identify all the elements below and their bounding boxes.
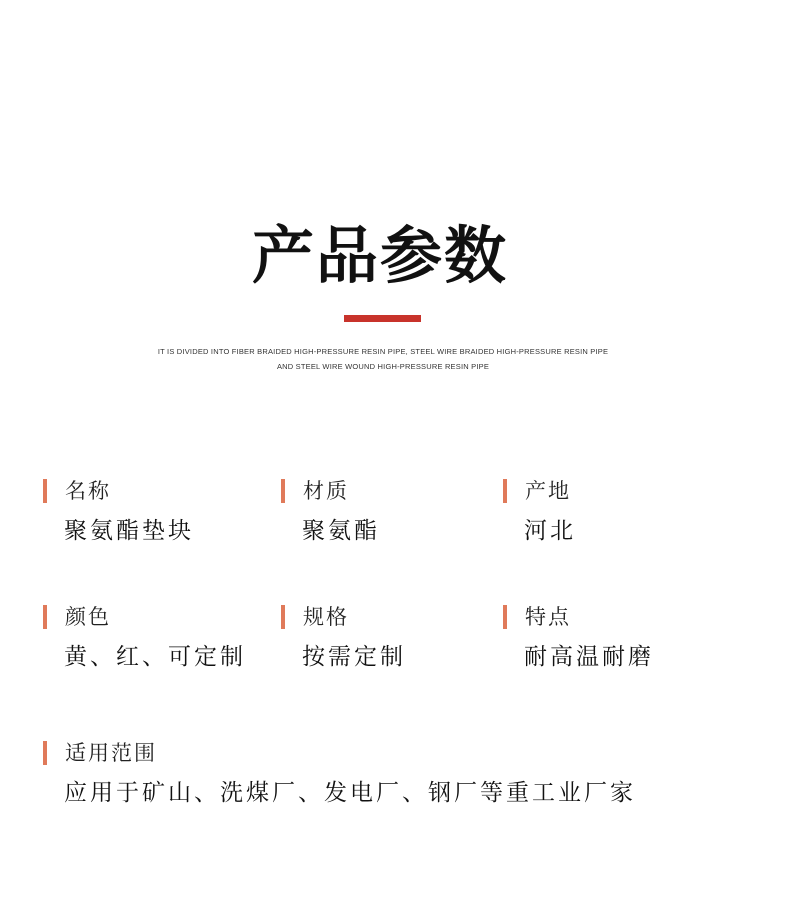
- param-label: 特点: [525, 605, 571, 629]
- param-value: 河北: [524, 518, 576, 544]
- param-value: 按需定制: [302, 644, 406, 670]
- param-label: 颜色: [65, 605, 111, 629]
- param-label: 名称: [65, 479, 111, 503]
- param-value: 聚氨酯: [302, 518, 380, 544]
- param-label: 适用范围: [65, 741, 157, 765]
- param-marker: [43, 479, 47, 503]
- param-value: 黄、红、可定制: [64, 644, 246, 670]
- page-title: 产品参数: [251, 219, 508, 292]
- param-marker: [281, 479, 285, 503]
- param-value: 聚氨酯垫块: [64, 518, 194, 544]
- subtitle-line-1: IT IS DIVIDED INTO FIBER BRAIDED HIGH-PRESSURE RESIN PIPE, STEEL WIRE BRAIDED HIGH-PRESSURE RESIN PIPE: [157, 347, 609, 356]
- param-marker: [503, 479, 507, 503]
- param-marker: [281, 605, 285, 629]
- param-label: 产地: [525, 479, 571, 503]
- param-marker: [43, 741, 47, 765]
- param-label: 材质: [303, 479, 349, 503]
- param-label: 规格: [303, 605, 349, 629]
- title-underline: [344, 315, 421, 322]
- param-marker: [503, 605, 507, 629]
- param-value: 应用于矿山、洗煤厂、发电厂、钢厂等重工业厂家: [64, 780, 636, 806]
- param-value: 耐高温耐磨: [524, 644, 654, 670]
- subtitle-line-2: AND STEEL WIRE WOUND HIGH-PRESSURE RESIN PIPE: [276, 362, 490, 371]
- param-marker: [43, 605, 47, 629]
